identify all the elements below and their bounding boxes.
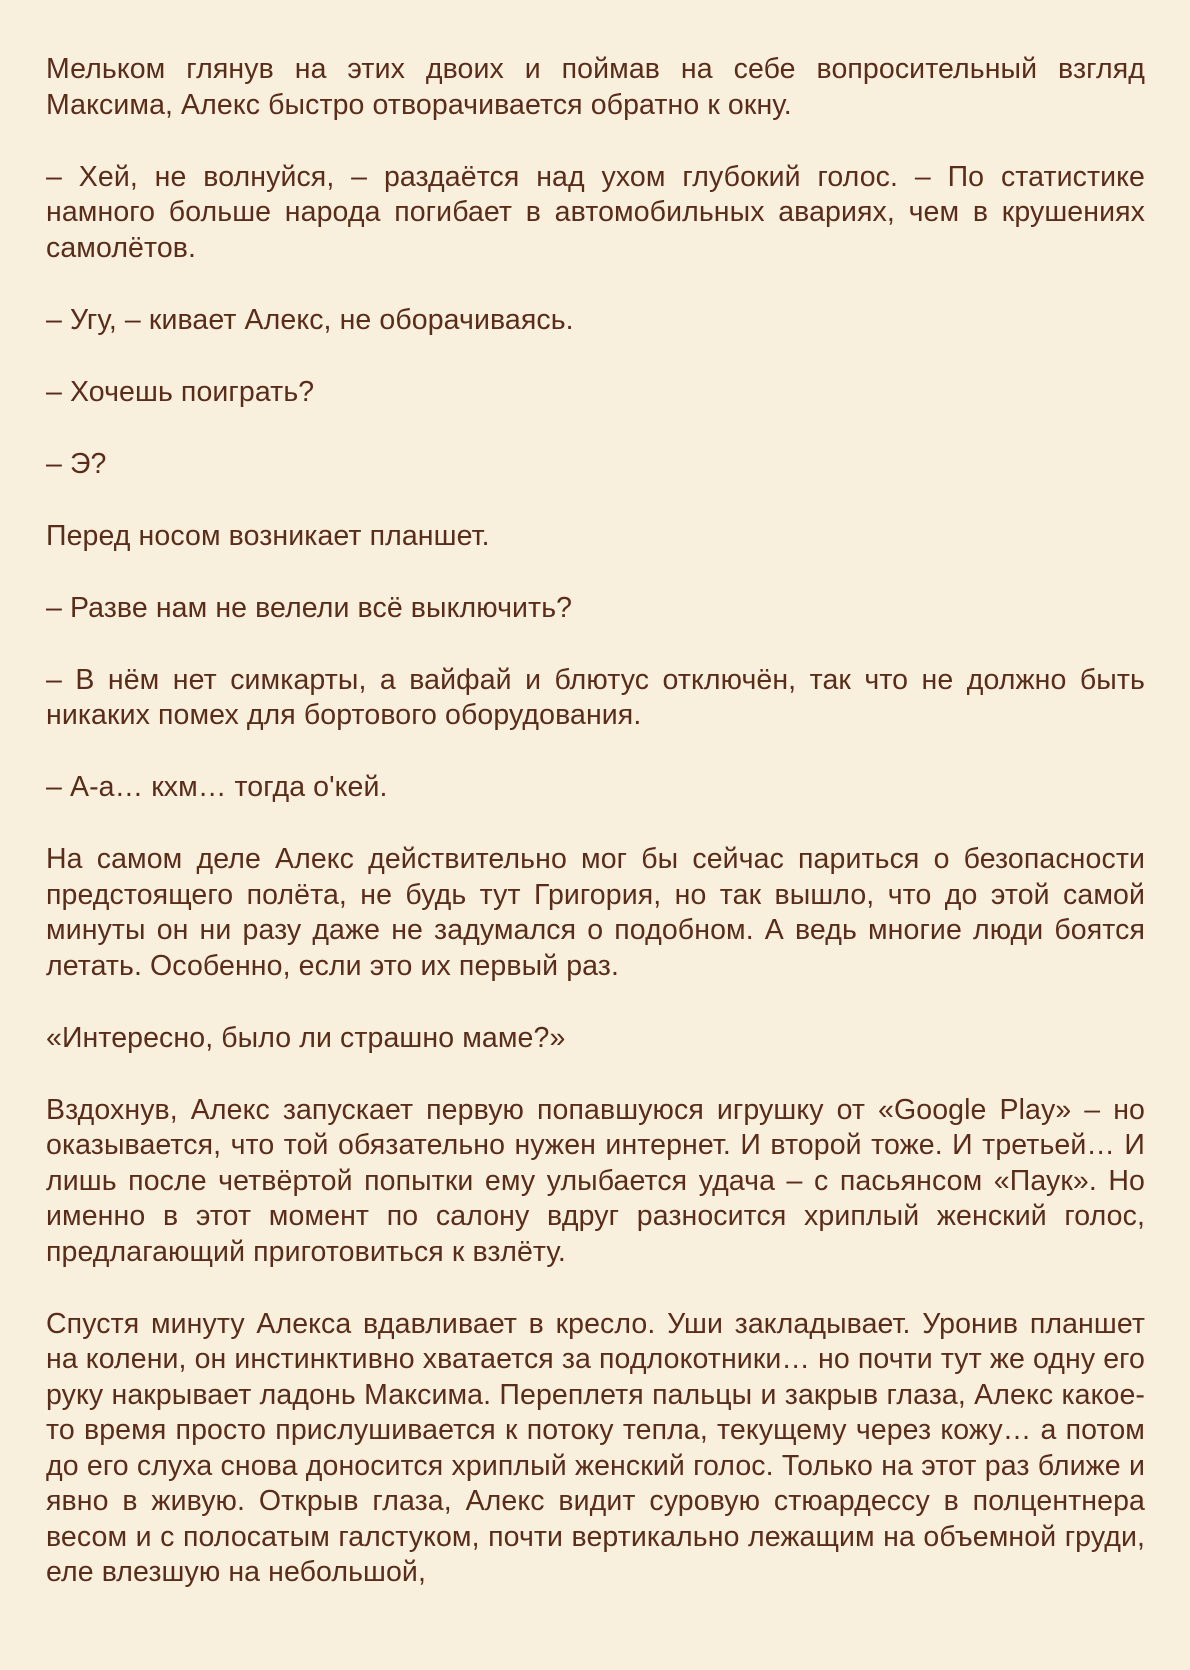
paragraph-11: «Интересно, было ли страшно маме?» [46, 1021, 566, 1054]
paragraph-10: На самом деле Алекс действительно мог бы сейчас париться о безопасности предстоящего полёта, не будь тут Григория, но так вышло, что до этой самой минуты он ни разу даже не задумался о подобном. А ведь многие люди боятся летать. Особенно, если это их первый раз. [46, 843, 1145, 982]
paragraph-1: Мельком глянув на этих двоих и поймав на себе вопросительный взгляд Максима, Алекс быстро отворачивается обратно к окну. [46, 53, 1145, 121]
paragraph-8: – В нём нет симкарты, а вайфай и блютус отключён, так что не должно быть никаких помех для бортового оборудования. [46, 663, 1145, 731]
paragraph-9: – А-а… кхм… тогда о'кей. [46, 771, 388, 803]
paragraph-2: – Хей, не волнуйся, – раздаётся над ухом глубокий голос. – По статистике намного больше народа погибает в автомобильных авариях, чем в крушениях самолётов. [46, 160, 1145, 264]
paragraph-7: – Разве нам не велели всё выключить? [46, 591, 573, 624]
paragraph-12: Вздохнув, Алекс запускает первую попавшуюся игрушку от «Google Play» – но оказывается, что той обязательно нужен интернет. И второй тоже. И третьей… И лишь после четвёртой попытки ему улыбается удача – с пасьянсом «Паук». Но именно в этот момент по салону вдруг разносится хриплый женский голос, предлагающий приготовиться к взлёту. [46, 1093, 1145, 1268]
paragraph-3: – Угу, – кивает Алекс, не оборачиваясь. [46, 303, 574, 336]
paragraph-4: – Хочешь поиграть? [46, 375, 315, 408]
paragraph-13: Спустя минуту Алекса вдавливает в кресло. Уши закладывает. Уронив планшет на колени, он инстинктивно хватается за подлокотники… но почти тут же одну его руку накрывает ладонь Максима. Переплетя пальцы и закрыв глаза, Алекс какое-то время просто прислушивается к потоку тепла, текущему через кожу… а потом до его слуха снова доносится хриплый женский голос. Только на этот раз ближе и явно в живую. Открыв глаза, Алекс видит суровую стюардессу в полцентнера весом и с полосатым галстуком, почти вертикально лежащим на объемной груди, еле влезшую на небольшой, [46, 1307, 1145, 1588]
paragraph-5: – Э? [46, 447, 107, 480]
paragraph-6: Перед носом возникает планшет. [46, 519, 490, 552]
